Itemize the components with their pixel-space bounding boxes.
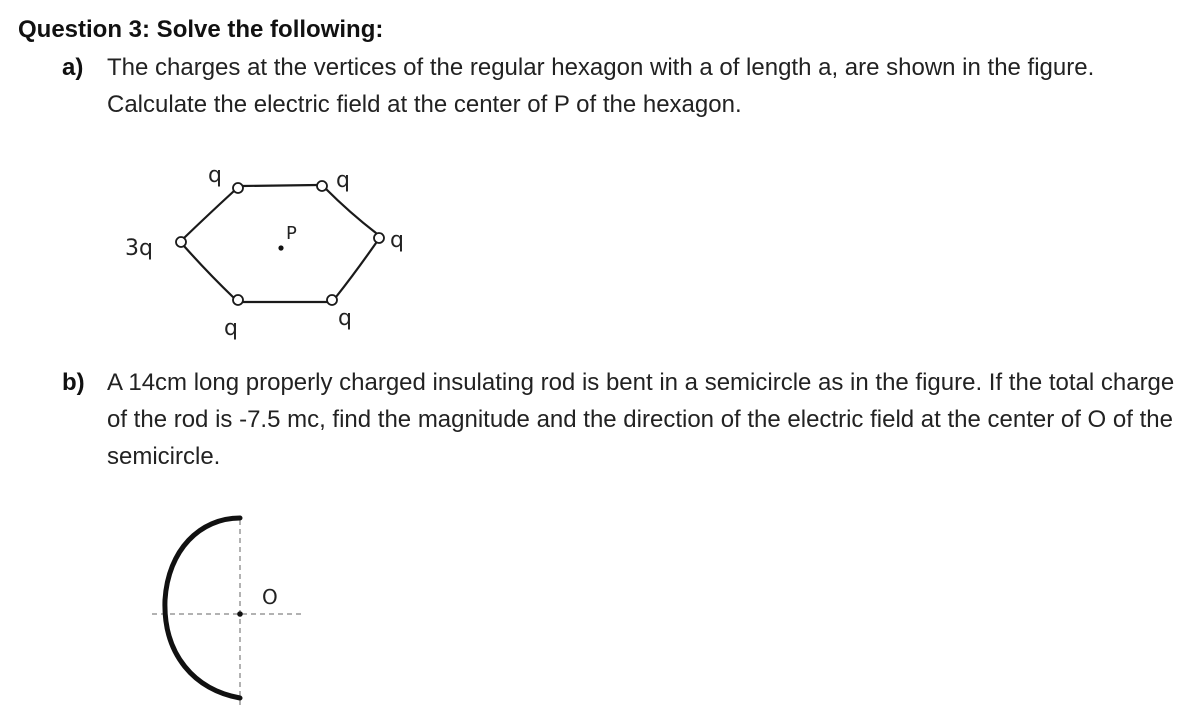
semicircle-rod-figure (140, 490, 350, 721)
part-b-marker: b) (62, 369, 85, 396)
part-a-text: The charges at the vertices of the regular hexagon with a of length a, are shown in the figure. Calculate the electric field at the center of P of the hexagon. (107, 54, 1095, 118)
charge-node-bottom-right (327, 295, 337, 305)
center-point-o (237, 611, 243, 617)
label-bottom-left: q (224, 316, 238, 341)
center-point-p (278, 245, 283, 250)
label-bottom-right: q (338, 306, 352, 331)
part-b (62, 364, 1197, 475)
label-center-p: P (286, 223, 297, 244)
charge-node-left (176, 237, 186, 247)
charge-node-top-left (233, 183, 243, 193)
label-top-left: q (208, 163, 222, 188)
part-b-text: A 14cm long properly charged insulating rod is bent in a semicircle as in the figure. If the total charge of the rod is -7.5 mc, find the magnitude and the direction of the electric field at the center of O of the semicircle. (107, 369, 1175, 470)
charge-node-bottom-left (233, 295, 243, 305)
label-right: q (390, 228, 404, 253)
question-title: Question 3: Solve the following: (18, 16, 384, 43)
semicircle-rod (165, 518, 240, 698)
hexagon-edge-top-right (325, 188, 376, 233)
label-left: 3q (125, 236, 153, 261)
hexagon-edge-top (242, 185, 318, 186)
part-a-marker: a) (62, 54, 84, 81)
label-top-right: q (336, 168, 350, 193)
label-center-o: O (262, 585, 278, 609)
hexagon-edge-top-left (184, 191, 234, 238)
part-a (62, 49, 1197, 123)
hexagon-edge-bottom-left (184, 246, 234, 298)
charge-node-top-right (317, 181, 327, 191)
hexagon-figure (100, 155, 430, 355)
hexagon-edge-bottom-right (336, 243, 376, 297)
charge-node-right (374, 233, 384, 243)
